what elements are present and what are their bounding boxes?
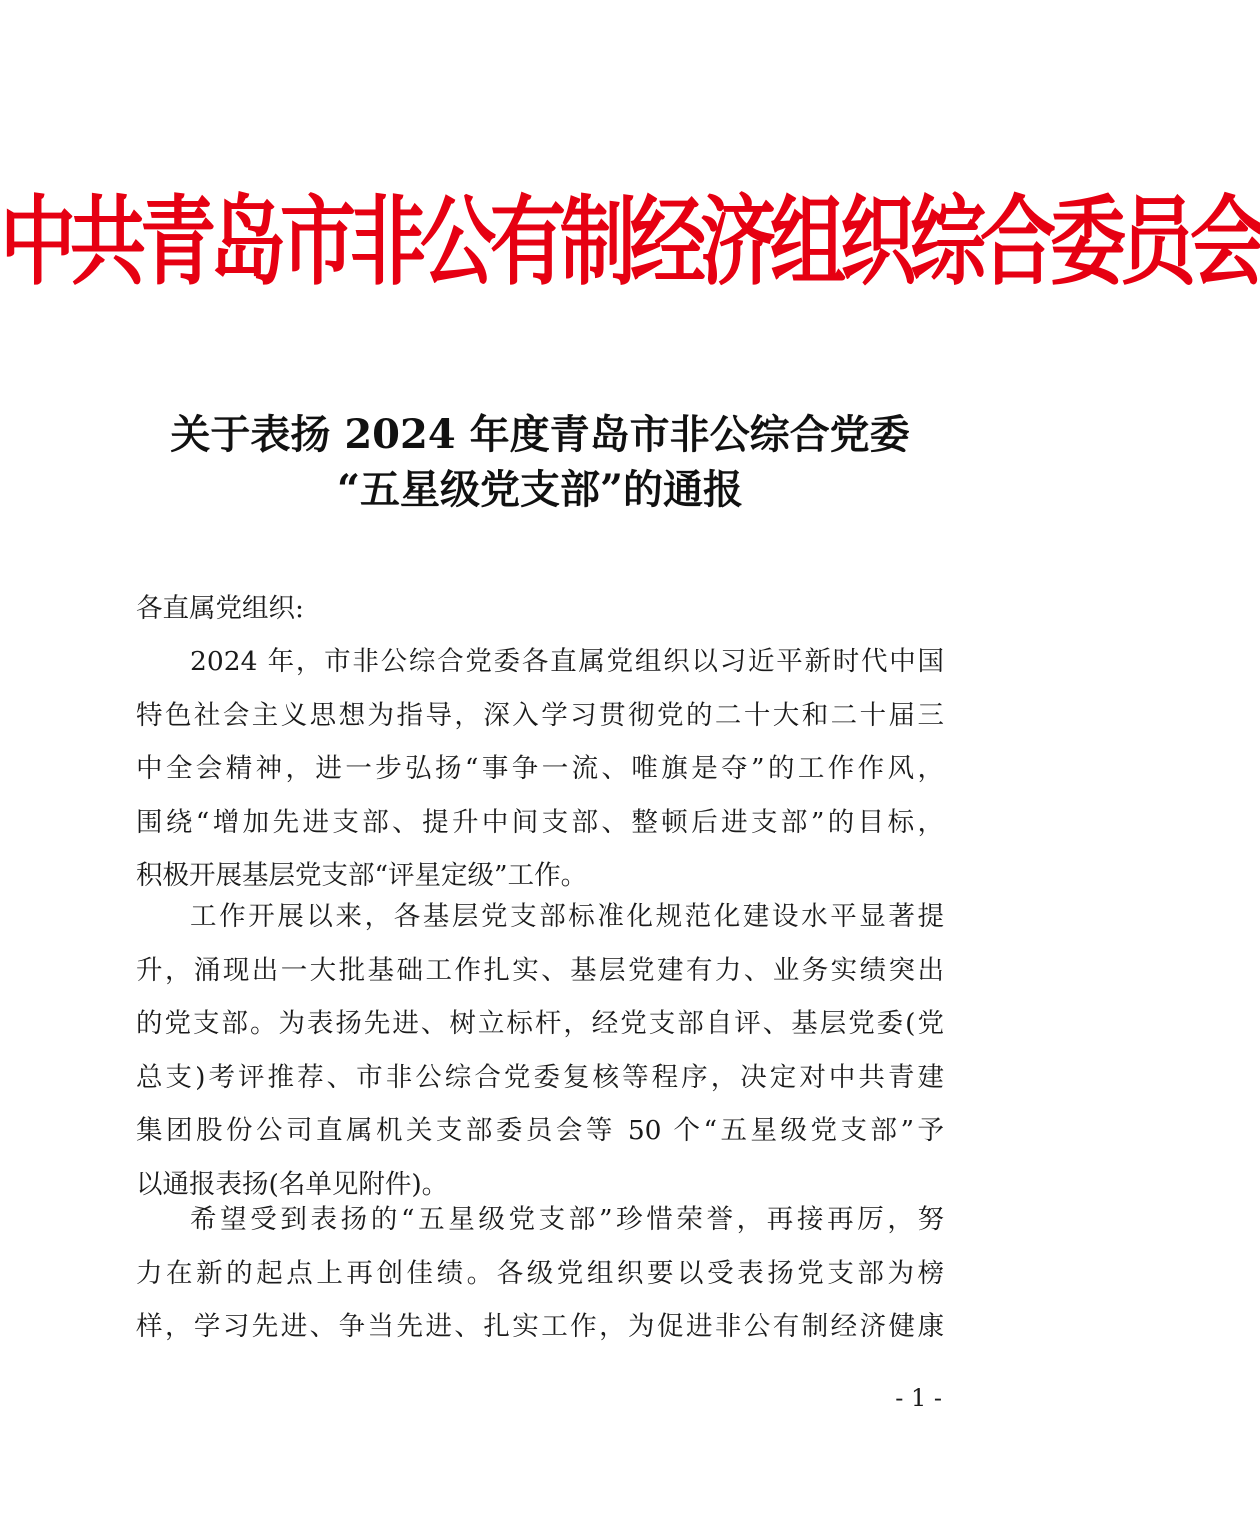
paragraph-line: 力在新的起点上再创佳绩。各级党组织要以受表扬党支部为榜 xyxy=(136,1257,944,1289)
paragraph-line: 升，涌现出一大批基础工作扎实、基层党建有力、业务实绩突出 xyxy=(136,954,944,986)
page-number: - 1 - xyxy=(895,1384,942,1412)
paragraph-line: 积极开展基层党支部“评星定级”工作。 xyxy=(136,860,588,891)
paragraph-line: 希望受到表扬的“五星级党支部”珍惜荣誉，再接再厉，努 xyxy=(190,1204,944,1235)
paragraph-3 xyxy=(136,1193,944,1354)
paragraph-line: 特色社会主义思想为指导，深入学习贯彻党的二十大和二十届三 xyxy=(136,699,944,731)
paragraph-line: 的党支部。为表扬先进、树立标杆，经党支部自评、基层党委(党 xyxy=(136,1008,944,1039)
paragraph-line: 围绕“增加先进支部、提升中间支部、整顿后进支部”的目标， xyxy=(136,806,944,838)
paragraph-line: 工作开展以来，各基层党支部标准化规范化建设水平显著提 xyxy=(190,901,944,932)
salutation: 各直属党组织: xyxy=(136,593,304,624)
paragraph-1 xyxy=(136,635,944,903)
paragraph-line: 2024 年，市非公综合党委各直属党组织以习近平新时代中国 xyxy=(190,646,944,677)
paragraph-line: 样，学习先进、争当先进、扎实工作，为促进非公有制经济健康 xyxy=(136,1311,944,1342)
paragraph-line: 中全会精神，进一步弘扬“事争一流、唯旗是夺”的工作作风， xyxy=(136,753,944,784)
document-title-line-2: “五星级党支部”的通报 xyxy=(336,466,743,513)
paragraph-2 xyxy=(136,890,944,1211)
paragraph-line: 以通报表扬(名单见附件)。 xyxy=(136,1168,449,1200)
issuer-masthead: 中共青岛市非公有制经济组织综合委员会 xyxy=(0,184,1260,299)
paragraph-line: 集团股份公司直属机关支部委员会等 50 个“五星级党支部”予 xyxy=(136,1115,944,1146)
document-title-line-1: 关于表扬 2024 年度青岛市非公综合党委 xyxy=(170,411,910,458)
paragraph-line: 总支)考评推荐、市非公综合党委复核等程序，决定对中共青建 xyxy=(136,1061,944,1093)
